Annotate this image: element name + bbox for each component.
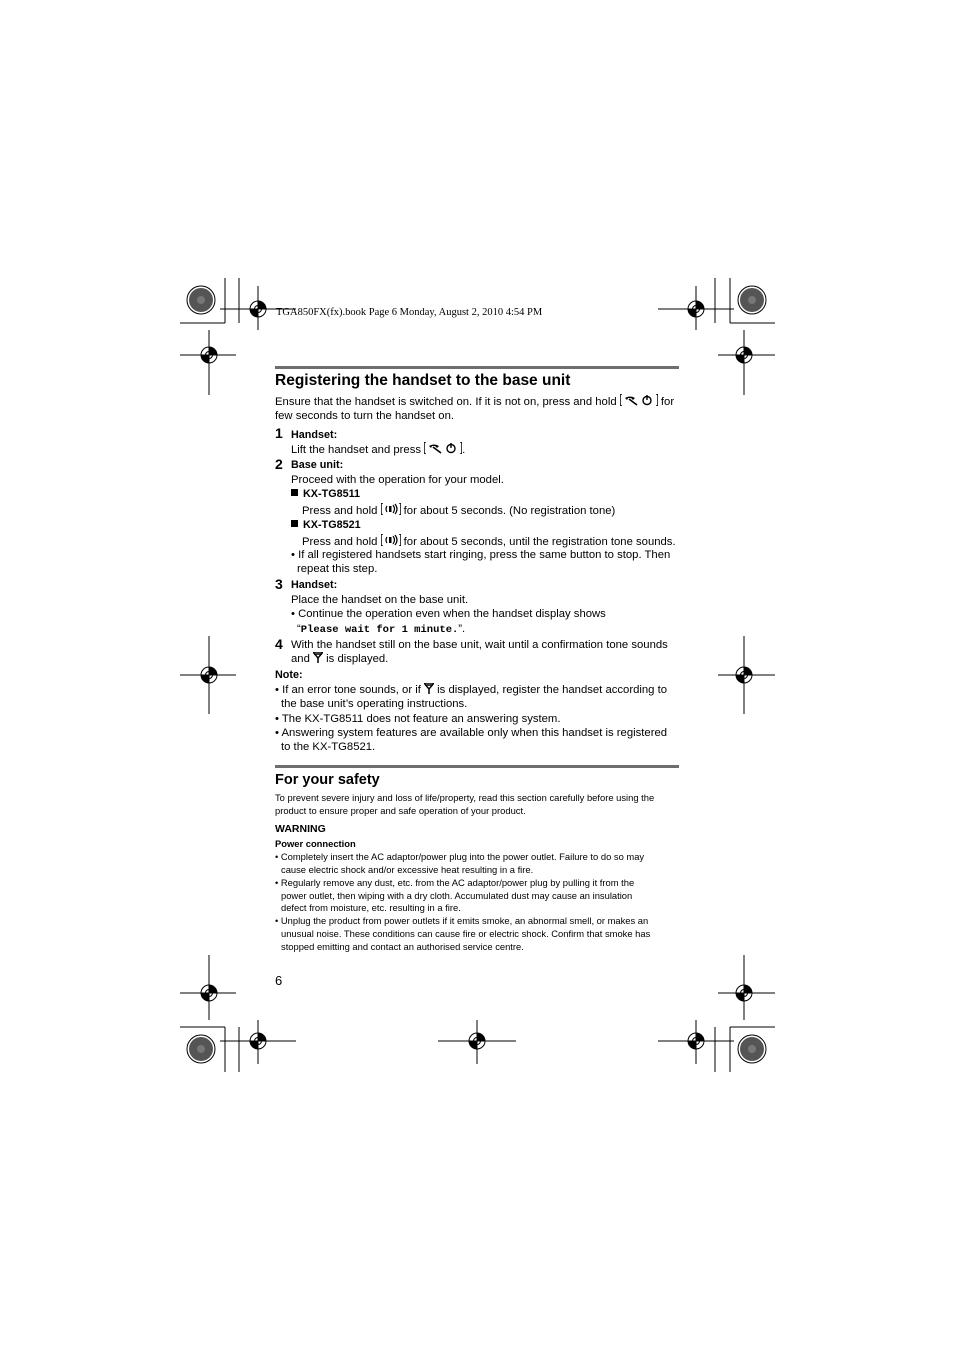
talk-off-power-key-icon	[620, 394, 658, 411]
model-text: Press and hold for about 5 seconds, until the registration tone sounds.	[302, 534, 676, 551]
safety-bullet: stopped emitting and contact an authorised service centre.	[281, 941, 524, 952]
note-line: • Answering system features are available only when this handset is registered	[275, 727, 668, 739]
page-number: 6	[275, 973, 283, 988]
step-label: Handset:	[291, 579, 338, 591]
note-line: the base unit’s operating instructions.	[281, 698, 468, 710]
bullet-line: • Continue the operation even when the handset display shows	[291, 608, 606, 620]
safety-bullet: • Completely insert the AC adaptor/power plug into the power outlet. Failure to do so may	[275, 851, 645, 862]
model-text: Press and hold for about 5 seconds. (No registration tone)	[302, 503, 615, 520]
safety-bullet: cause electric shock and/or excessive heat resulting in a fire.	[281, 864, 534, 875]
subheading-power: Power connection	[275, 838, 356, 849]
safety-bullet: defect from moisture, etc. resulting in a fire.	[281, 902, 461, 913]
note-line: • The KX-TG8511 does not feature an answering system.	[275, 713, 561, 725]
safety-intro: To prevent severe injury and loss of life/property, read this section carefully before using the	[275, 792, 655, 803]
step-text: Place the handset on the base unit.	[291, 594, 469, 606]
intro-line-1: Ensure that the handset is switched on. If it is not on, press and hold for	[275, 394, 674, 411]
step-number: 2	[275, 456, 283, 472]
note-label: Note:	[275, 669, 303, 681]
antenna-icon	[313, 652, 323, 668]
safety-bullet: unusual noise. These conditions can cause fire or electric shock. Confirm that smoke has	[281, 928, 651, 939]
talk-off-power-key-icon	[424, 442, 462, 459]
locator-key-icon	[381, 503, 401, 520]
warning-label: WARNING	[275, 823, 326, 835]
step-number: 4	[275, 636, 283, 652]
safety-bullet: • Regularly remove any dust, etc. from the AC adaptor/power plug by pulling it from the	[275, 877, 635, 888]
section-title-registering: Registering the handset to the base unit	[275, 372, 571, 389]
step-text: With the handset still on the base unit, wait until a confirmation tone sounds	[291, 639, 668, 651]
step-number: 3	[275, 576, 283, 592]
note-line: • If an error tone sounds, or if is displayed, register the handset according to	[275, 683, 667, 699]
intro-line-2: few seconds to turn the handset on.	[275, 410, 454, 422]
step-label: Handset:	[291, 429, 338, 441]
bullet-line: repeat this step.	[297, 563, 378, 575]
note-line: to the KX-TG8521.	[281, 741, 376, 753]
safety-bullet: power outlet, then wiping with a dry cloth. Accumulated dust may cause an insulation	[281, 890, 633, 901]
safety-intro: product to ensure proper and safe operation of your product.	[275, 805, 526, 816]
step-label: Base unit:	[291, 459, 344, 471]
model-heading: KX-TG8511	[291, 487, 360, 502]
step-number: 1	[275, 425, 283, 441]
safety-bullet: • Unplug the product from power outlets if it emits smoke, an abnormal smell, or makes an	[275, 915, 649, 926]
section-rule	[275, 366, 679, 369]
file-header: TGA850FX(fx).book Page 6 Monday, August 2, 2010 4:54 PM	[276, 307, 543, 318]
section-title-safety: For your safety	[275, 772, 380, 788]
bullet-line: • If all registered handsets start ringing, press the same button to stop. Then	[291, 549, 671, 561]
display-message: “Please wait for 1 minute.”.	[297, 623, 466, 636]
section-rule	[275, 765, 679, 768]
step-text: and is displayed.	[291, 652, 388, 668]
step-text: Proceed with the operation for your model.	[291, 474, 504, 486]
model-heading: KX-TG8521	[291, 518, 361, 533]
step-text: Lift the handset and press .	[291, 442, 465, 459]
